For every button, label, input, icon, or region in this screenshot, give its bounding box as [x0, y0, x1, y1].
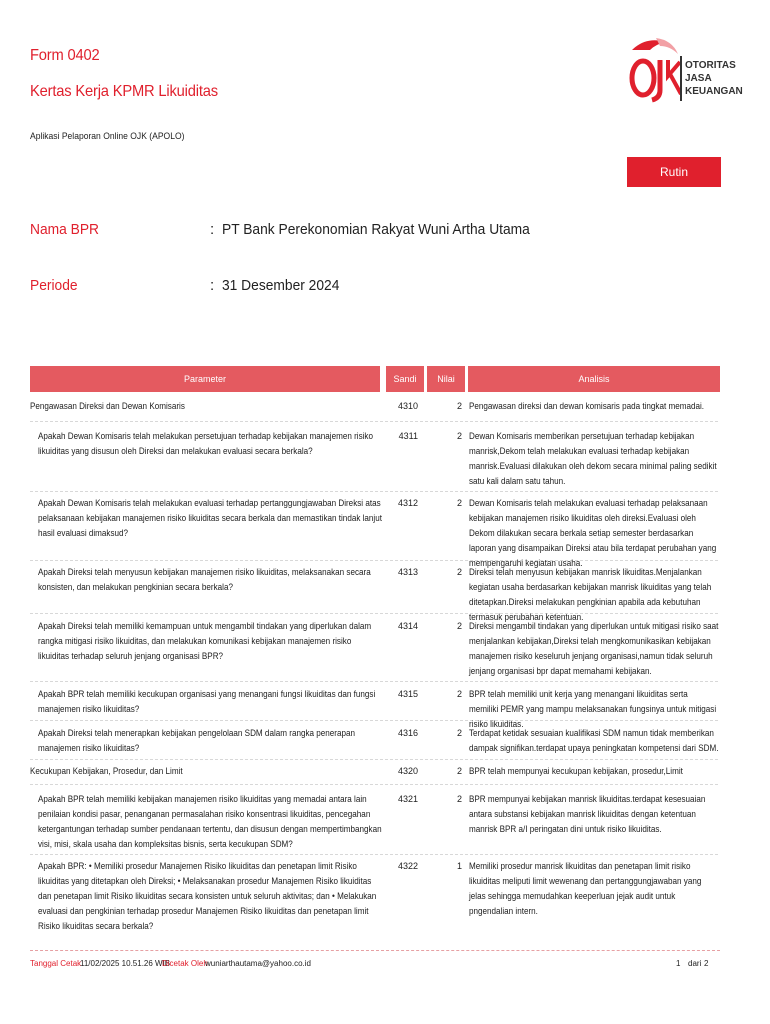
row-sandi: 4311 — [398, 431, 418, 441]
form-title: Kertas Kerja KPMR Likuiditas — [30, 83, 218, 100]
table-row — [30, 397, 718, 422]
row-nilai: 2 — [456, 794, 462, 804]
footer-divider — [30, 950, 720, 951]
row-sandi: 4310 — [397, 401, 418, 411]
row-parameter: Apakah BPR: • Memiliki prosedur Manajemen Risiko likuiditas dan penetapan limit Risiko likuiditas yang ditetapkan oleh Direksi; • Melaksanakan prosedur Manajemen Risiko likuiditas dan penetapan limit Risiko likuiditas secara konsisten untuk seluruh aktivitas; dan • Melakukan evaluasi dan pengkinian terhadap prosedur Manajemen Risiko likuiditas dan penetapan limit Risiko likuiditas secara berkala? — [38, 861, 377, 931]
row-nilai: 2 — [456, 431, 462, 441]
row-analisis: Memiliki prosedur manrisk likuiditas dan penetapan limit risiko likuiditas meliputi limit wewenang dan pertanggungjawaban yang jelas sehingga memudahkan keeperluan jejak audit untuk pngendalian intern. — [469, 861, 702, 916]
row-sandi: 4313 — [397, 567, 418, 577]
row-nilai: 2 — [456, 728, 462, 738]
table-row — [30, 563, 718, 622]
row-parameter: Apakah Dewan Komisaris telah melakukan persetujuan terhadap kebijakan manajemen risiko likuiditas yang disusun oleh Direksi dan melakukan evaluasi secara berkala? — [38, 431, 373, 456]
print-date-value: 11/02/2025 10.51.26 WIB — [80, 959, 171, 968]
printed-by-label: Dicetak Oleh — [162, 959, 208, 968]
table-row — [30, 790, 718, 855]
row-parameter: Kecukupan Kebijakan, Prosedur, dan Limit — [30, 766, 183, 776]
row-parameter: Pengawasan Direksi dan Dewan Komisaris — [30, 401, 185, 411]
ojk-logo — [626, 36, 756, 106]
row-nilai: 2 — [456, 567, 462, 577]
row-analisis: Terdapat ketidak sesuaian kualifikasi SDM namun tidak memberikan dampak signifikan.terdapat upaya peningkatan kompetensi dari SDM. — [469, 728, 719, 753]
table-row — [30, 617, 718, 682]
row-sandi: 4316 — [397, 728, 418, 738]
periode-value: 31 Desember 2024 — [222, 277, 340, 294]
row-parameter: Apakah BPR telah memiliki kebijakan manajemen risiko likuiditas yang memadai antara lain penilaian kondisi pasar, penanganan permasalahan risiko konsentrasi likuiditas, pencegahan ketergantungan terhadap sumber pendanaan tertentu, dan disusun dengan mempertimbangkan visi, misi, skala usaha dan kompleksitas bisnis, serta kecukupan SDM? — [38, 794, 382, 849]
row-nilai: 2 — [456, 689, 462, 699]
logo-line-3: KEUANGAN — [685, 86, 743, 97]
bpr-value: PT Bank Perekonomian Rakyat Wuni Artha Utama — [222, 221, 530, 238]
row-nilai: 2 — [456, 766, 462, 776]
row-analisis: BPR telah mempunyai kecukupan kebijakan, prosedur,Limit — [469, 766, 683, 776]
status-badge: Rutin — [627, 157, 721, 187]
row-sandi: 4321 — [397, 794, 418, 804]
row-parameter: Apakah BPR telah memiliki kecukupan organisasi yang menangani fungsi likuiditas dan fungsi manajemen risiko likuiditas? — [38, 689, 376, 714]
row-analisis: Pengawasan direksi dan dewan komisaris pada tingkat memadai. — [469, 401, 705, 411]
page-current: 1 — [676, 959, 681, 968]
row-analisis: BPR telah memiliki unit kerja yang menangani likuiditas serta memiliki PEMR yang mampu melaksanakan fungsinya untuk mitigasi risiko likuiditas. — [469, 689, 717, 729]
row-analisis: Direksi mengambil tindakan yang diperlukan untuk mitigasi risiko saat menjalankan kebijakan,Direksi telah mengkomunikasikan kebijakan manajemen risiko keseluruh jenjang organisasi,namun tidak seluruh jenjang organisasi bpr dapat memahami kebijakan. — [469, 621, 719, 676]
table-row — [30, 762, 718, 785]
row-analisis: Dewan Komisaris telah melakukan evaluasi terhadap pelaksanaan kebijakan manajemen risiko likuiditas oleh direksi.Evaluasi oleh Dekom dilakukan secara berkala setiap semester berdasarkan laporan yang disampaikan Direksi atau bila terdapat perubahan yang mempengaruhi kegiatan usaha. — [469, 498, 717, 568]
row-sandi: 4314 — [397, 621, 418, 631]
logo-divider — [680, 56, 682, 101]
table-row — [30, 724, 718, 760]
page-total: 2 — [704, 959, 709, 968]
row-analisis: BPR mempunyai kebijakan manrisk likuiditas.terdapat kesesuaian antara substansi kebijakan manrisk likuiditas dengan ketentuan manrisk BPR a/I peringatan dini untuk risiko likuiditas. — [469, 794, 706, 834]
table-row — [30, 857, 718, 945]
table-row — [30, 685, 718, 729]
row-sandi: 4312 — [397, 498, 418, 508]
periode-colon: : — [210, 277, 215, 294]
printed-by-value: wuniarthautama@yahoo.co.id — [205, 959, 311, 968]
row-analisis: Dewan Komisaris memberikan persetujuan terhadap kebijakan manrisk,Dekom telah melakukan evaluasi terhadap kebijakan manrisk.Evaluasi dilakukan oleh dekom secara minimal paling sedikit satu kali dalam satu tahun. — [469, 431, 717, 486]
row-analisis: Direksi telah menyusun kebijakan manrisk likuiditas.Menjalankan kegiatan usaha berdasarkan kebijakan manrisk likuiditas yang telah ditetapkan.Direksi melakukan pengkinian apabila ada kebutuhan termasuk perubahan ketentuan. — [469, 567, 712, 622]
app-name: Aplikasi Pelaporan Online OJK (APOLO) — [30, 131, 185, 142]
row-sandi: 4320 — [397, 766, 418, 776]
row-nilai: 2 — [456, 621, 462, 631]
table-row — [30, 494, 718, 568]
row-sandi: 4315 — [397, 689, 418, 699]
periode-label: Periode — [30, 277, 78, 294]
row-parameter: Apakah Direksi telah memiliki kemampuan untuk mengambil tindakan yang diperlukan dalam rangka mitigasi risiko likuiditas, dan melakukan komunikasi kebijakan manajemen risiko likuiditas terhadap seluruh jenjang organisasi BPR? — [38, 621, 372, 661]
bpr-colon: : — [210, 221, 215, 238]
row-parameter: Apakah Dewan Komisaris telah melakukan evaluasi terhadap pertanggungjawaban Direksi atas pelaksanaan kebijakan manajemen risiko likuiditas secara berkala dan memastikan tindak lanjut hasil evaluasi dimaksud? — [38, 498, 382, 538]
col-header-nilai: Nilai — [427, 366, 465, 392]
col-header-parameter: Parameter — [30, 366, 380, 392]
logo-line-1: OTORITAS — [685, 60, 736, 71]
print-date-label: Tanggal Cetak — [30, 959, 82, 968]
page-of: dari — [688, 959, 702, 968]
ojk-logo-icon — [626, 36, 682, 106]
row-nilai: 1 — [456, 861, 462, 871]
row-parameter: Apakah Direksi telah menerapkan kebijakan pengelolaan SDM dalam rangka penerapan manajemen risiko likuiditas? — [38, 728, 356, 753]
bpr-label: Nama BPR — [30, 221, 100, 238]
row-sandi: 4322 — [397, 861, 418, 871]
row-parameter: Apakah Direksi telah menyusun kebijakan manajemen risiko likuiditas, melaksanakan secara konsisten, dan melakukan pengkinian secara berkala? — [38, 567, 371, 592]
col-header-analisis: Analisis — [468, 366, 720, 392]
table-row — [30, 427, 718, 492]
form-code: Form 0402 — [30, 47, 100, 64]
logo-line-2: JASA — [685, 73, 712, 84]
row-nilai: 2 — [456, 498, 462, 508]
row-nilai: 2 — [456, 401, 462, 411]
col-header-sandi: Sandi — [386, 366, 424, 392]
